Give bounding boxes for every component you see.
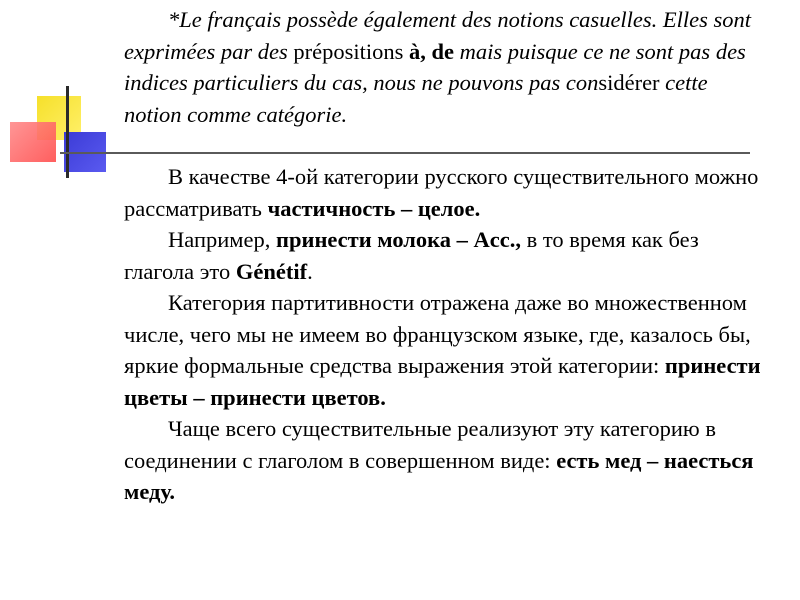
text-segment: В качестве 4-ой категории русского существительного можно рассматривать xyxy=(124,164,759,221)
bold-term: частичность – целое. xyxy=(267,195,481,221)
bold-term: à, de xyxy=(403,38,454,64)
text-segment: Например, xyxy=(168,227,276,252)
text-segment: cette notion comme catégorie. xyxy=(124,70,708,127)
text-segment: mais puisque ce ne sont pas des indices particuliers du cas, nous ne pouvons pas con xyxy=(124,38,746,95)
paragraph-category xyxy=(124,161,764,224)
text-segment: sidérer xyxy=(598,70,660,95)
decorative-squares xyxy=(0,0,140,200)
text-segment: в то время как без глагола это xyxy=(124,227,699,284)
paragraph-perfective xyxy=(124,413,764,508)
bold-term: принести цветы – принести цветов. xyxy=(124,353,761,410)
text-segment: *Le français possède également des notions casuelles. Elles sont exprimées par des xyxy=(124,7,752,64)
text-segment: Категория партитивности отражена даже во множественном числе, чего мы не имеем во французском языке, где, казалось бы, яркие формальные средства выражения этой категории: xyxy=(124,290,751,378)
text-segment: . xyxy=(307,258,313,284)
spacer xyxy=(124,130,764,161)
paragraph-example xyxy=(124,224,764,287)
red-square xyxy=(10,122,56,162)
bold-term: Génétif xyxy=(235,258,308,284)
bold-term: принести молока – Acc., xyxy=(276,227,521,252)
vertical-line xyxy=(66,86,69,178)
bold-term: есть мед – наесться меду. xyxy=(124,447,754,504)
french-paragraph xyxy=(124,4,764,130)
paragraph-partitive xyxy=(124,287,764,413)
slide-text xyxy=(124,4,764,508)
text-segment: Чаще всего существительные реализуют эту категорию в соединении с глаголом в совершенном виде: xyxy=(124,416,716,473)
text-segment: prépositions xyxy=(293,38,404,64)
